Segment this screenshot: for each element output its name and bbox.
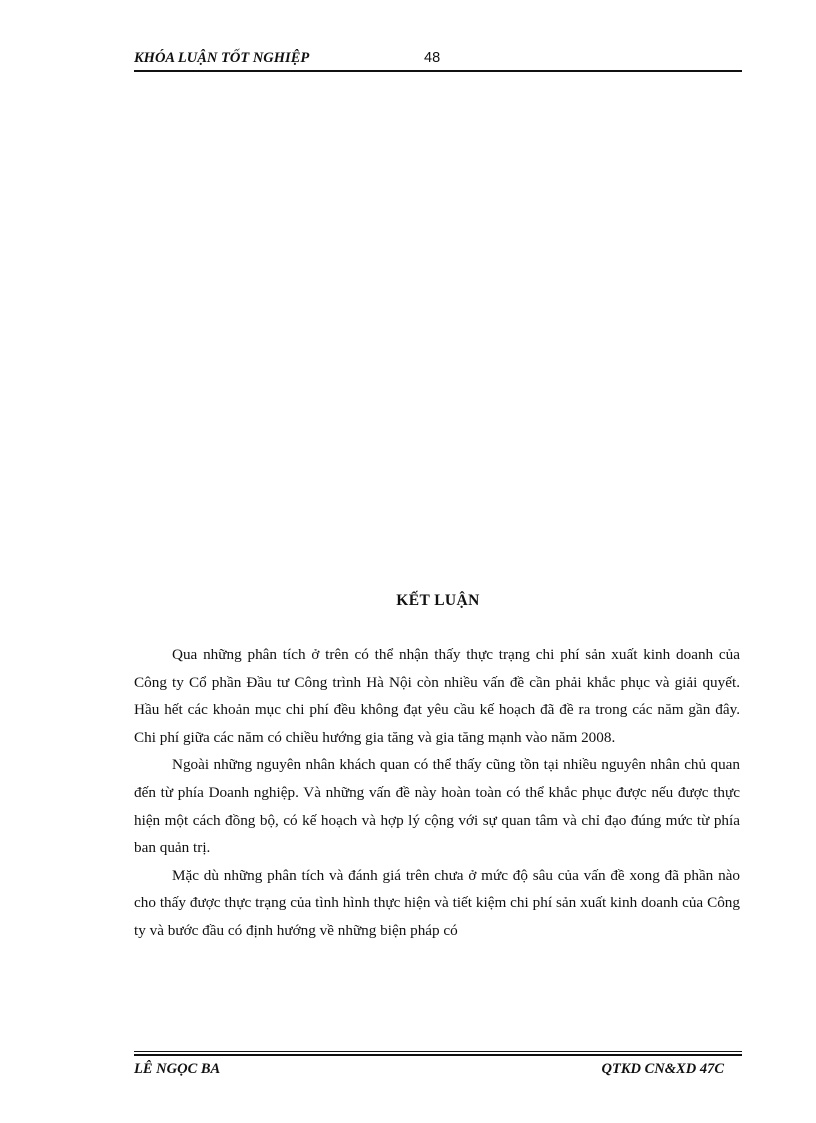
paragraph: Qua những phân tích ở trên có thể nhận thấy thực trạng chi phí sản xuất kinh doanh của Công ty Cổ phần Đầu tư Công trình Hà Nội còn nhiều vấn đề cần phải khắc phục và giải quyết. Hầu hết các khoản mục chi phí đều không đạt yêu cầu kế hoạch đã đề ra trong các năm gần đây. Chi phí giữa các năm có chiều hướng gia tăng và gia tăng mạnh vào năm 2008. [134,646,740,746]
header-title: KHÓA LUẬN TỐT NGHIỆP [134,50,310,66]
page-header [134,48,742,72]
body-text [134,641,740,945]
footer-class-code: QTKD CN&XD 47C [601,1061,724,1077]
page-number: 48 [424,50,441,66]
paragraph: Mặc dù những phân tích và đánh giá trên chưa ở mức độ sâu của vấn đề xong đã phần nào cho thấy được thực trạng của tình hình thực hiện và tiết kiệm chi phí sản xuất kinh doanh của Công ty và bước đầu có định hướng về những biện pháp có [134,866,740,939]
paragraph: Ngoài những nguyên nhân khách quan có thể thấy cũng tồn tại nhiều nguyên nhân chủ quan đến từ phía Doanh nghiệp. Và những vấn đề này hoàn toàn có thể khắc phục được nếu được thực hiện một cách đồng bộ, có kế hoạch và hợp lý cộng với sự quan tâm và chỉ đạo đúng mức từ phía ban quản trị. [134,756,740,857]
section-heading: KẾT LUẬN [396,592,480,609]
footer-author: LÊ NGỌC BA [134,1061,221,1077]
page-footer [134,1051,742,1080]
